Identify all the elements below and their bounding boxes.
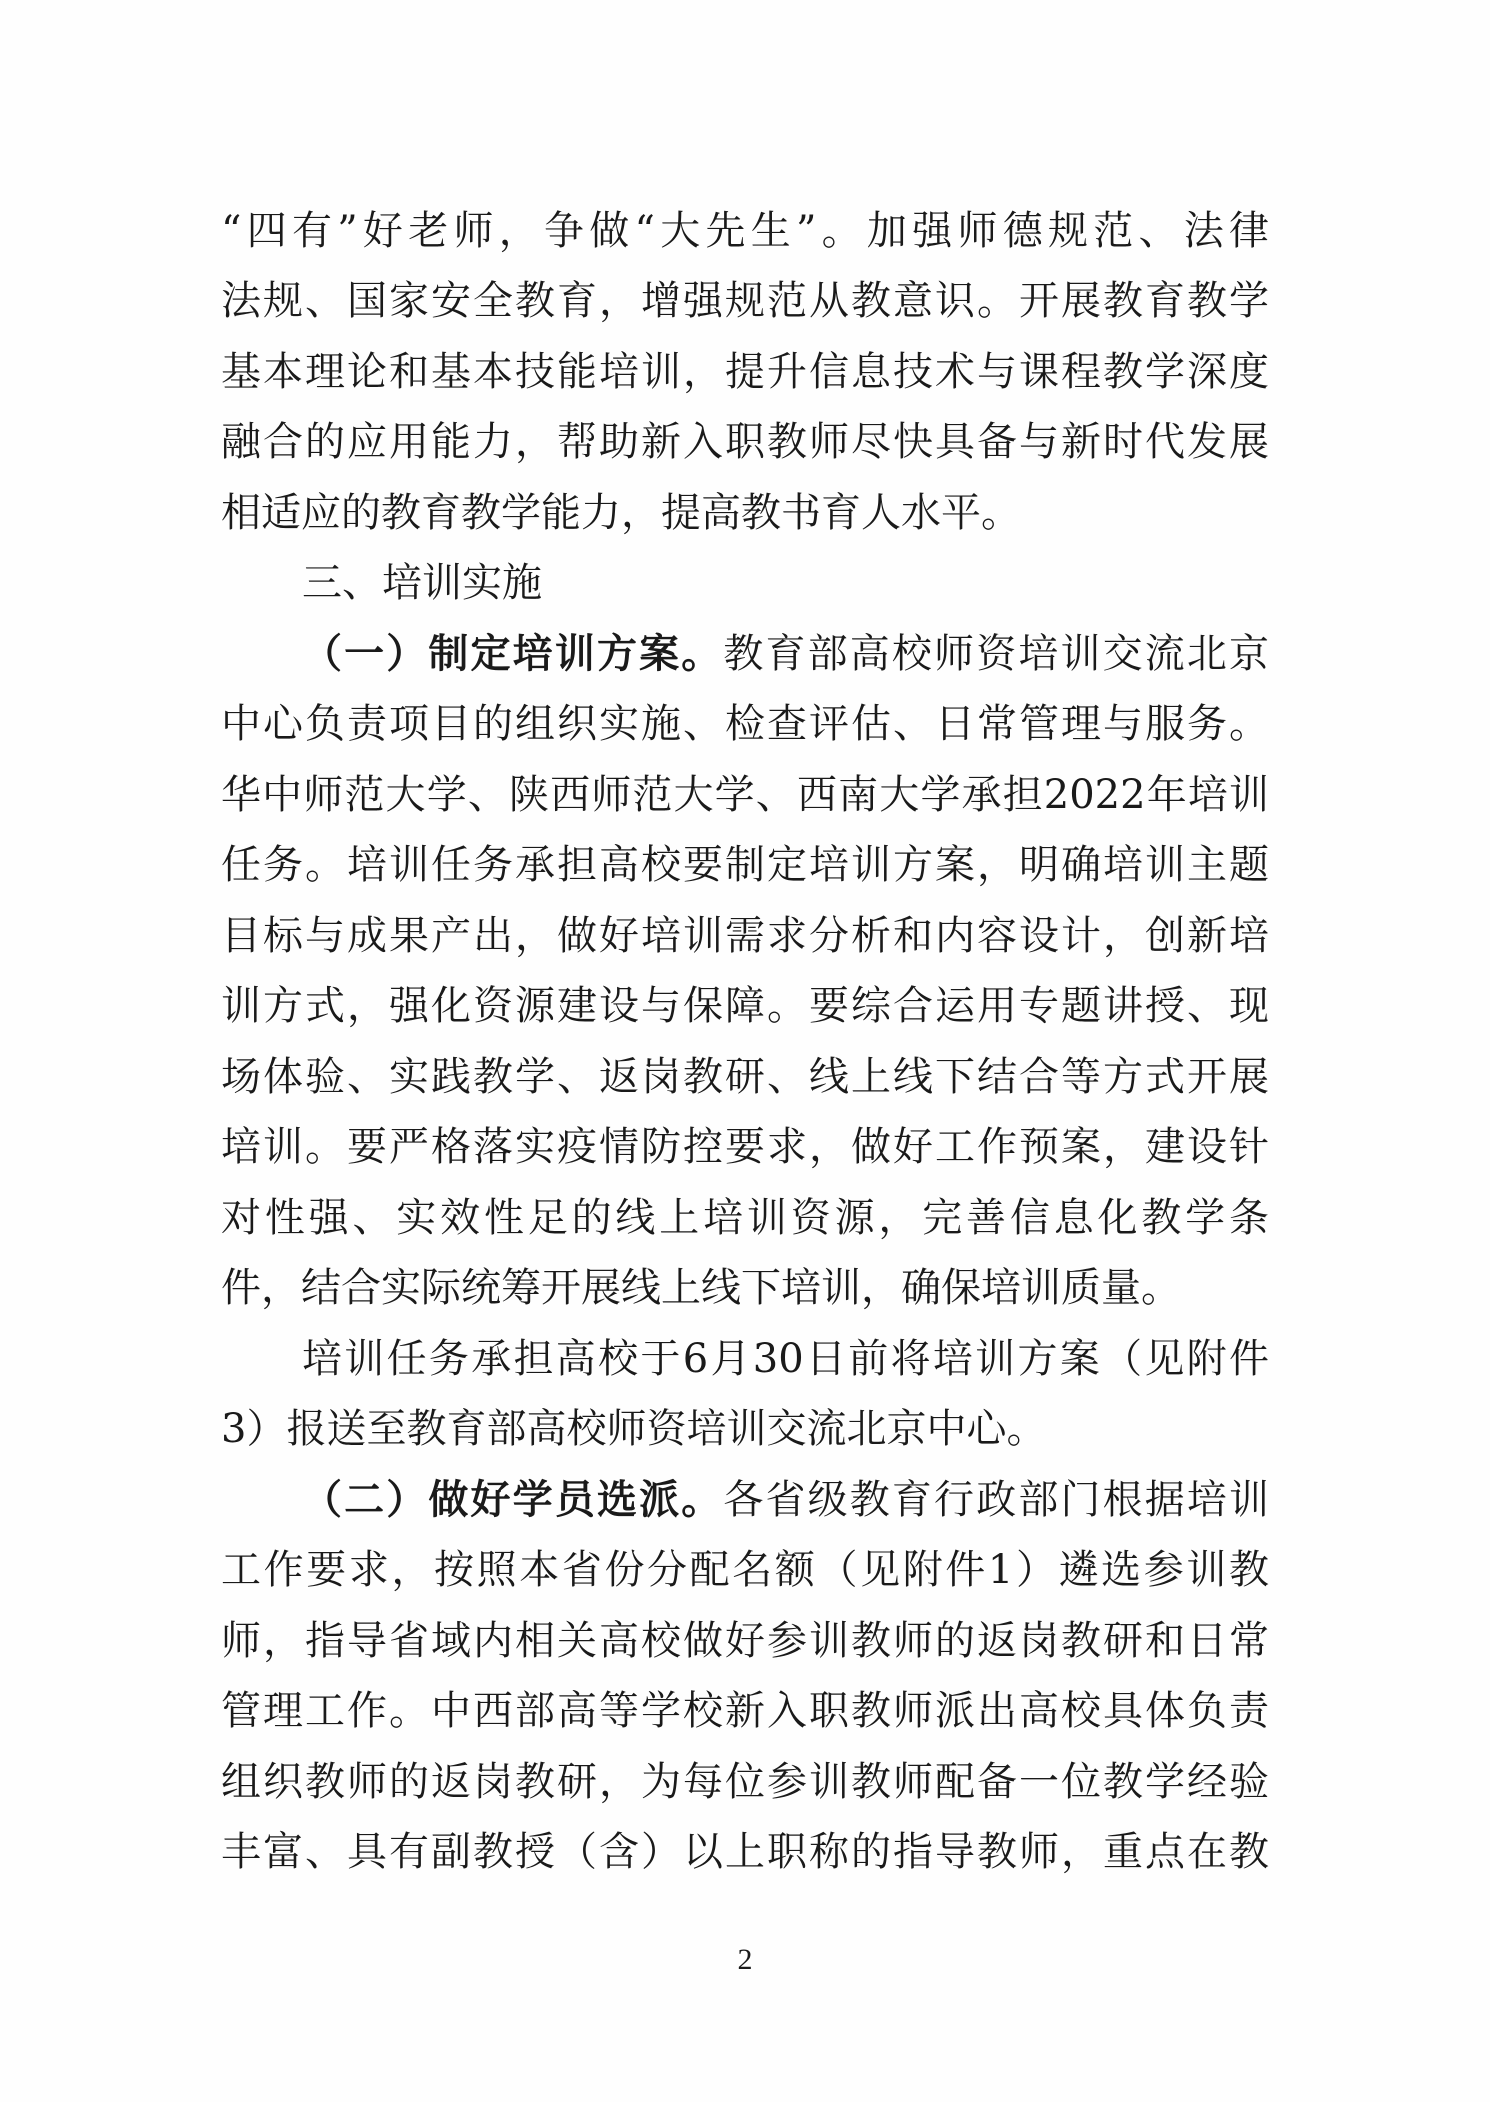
body-text-line: 管理工作。中西部高等学校新入职教师派出高校具体负责	[221, 1688, 1269, 1734]
body-text-line: 训方式，强化资源建设与保障。要综合运用专题讲授、现	[221, 983, 1269, 1029]
body-text-line: 对性强、实效性足的线上培训资源，完善信息化教学条	[221, 1195, 1269, 1241]
body-text-line: 任务。培训任务承担高校要制定培训方案，明确培训主题	[221, 842, 1269, 888]
body-text-line: 件，结合实际统筹开展线上线下培训，确保培训质量。	[221, 1265, 1181, 1311]
body-text-line: 培训。要严格落实疫情防控要求，做好工作预案，建设针	[221, 1124, 1269, 1170]
body-text-line: 组织教师的返岗教研，为每位参训教师配备一位教学经验	[221, 1759, 1269, 1805]
subsection-heading: （二）做好学员选派。	[302, 1476, 724, 1523]
subsection-heading: （一）制定培训方案。	[302, 630, 724, 677]
subsection-paragraph-start	[302, 1469, 1269, 1531]
body-text-line: 法规、国家安全教育，增强规范从教意识。开展教育教学	[221, 278, 1269, 324]
page-number: 2	[737, 1943, 753, 1976]
body-text-line: 师，指导省域内相关高校做好参训教师的返岗教研和日常	[221, 1618, 1269, 1664]
body-text: 教育部高校师资培训交流北京	[723, 631, 1270, 677]
body-text-line: 目标与成果产出，做好培训需求分析和内容设计，创新培	[221, 913, 1269, 959]
body-text: 各省级教育行政部门根据培训	[723, 1477, 1270, 1523]
body-text-line: 中心负责项目的组织实施、检查评估、日常管理与服务。	[221, 701, 1269, 747]
body-text-line: 融合的应用能力，帮助新入职教师尽快具备与新时代发展	[221, 419, 1269, 465]
subsection-paragraph-start	[302, 623, 1269, 685]
body-text-line: 丰富、具有副教授（含）以上职称的指导教师，重点在教	[221, 1829, 1269, 1875]
body-text-line: 华中师范大学、陕西师范大学、西南大学承担2022年培训	[221, 772, 1269, 818]
body-text-line: 相适应的教育教学能力，提高教书育人水平。	[221, 490, 1021, 536]
body-text-line: 培训任务承担高校于6月30日前将培训方案（见附件	[302, 1336, 1269, 1382]
body-text-line: “四有”好老师，争做“大先生”。加强师德规范、法律	[221, 208, 1269, 254]
body-text-line: 3）报送至教育部高校师资培训交流北京中心。	[221, 1406, 1047, 1452]
body-text-line: 基本理论和基本技能培训，提升信息技术与课程教学深度	[221, 349, 1269, 395]
body-text-line: 工作要求，按照本省份分配名额（见附件1）遴选参训教	[221, 1547, 1269, 1593]
body-text-line: 场体验、实践教学、返岗教研、线上线下结合等方式开展	[221, 1054, 1269, 1100]
section-heading: 三、培训实施	[302, 560, 542, 606]
